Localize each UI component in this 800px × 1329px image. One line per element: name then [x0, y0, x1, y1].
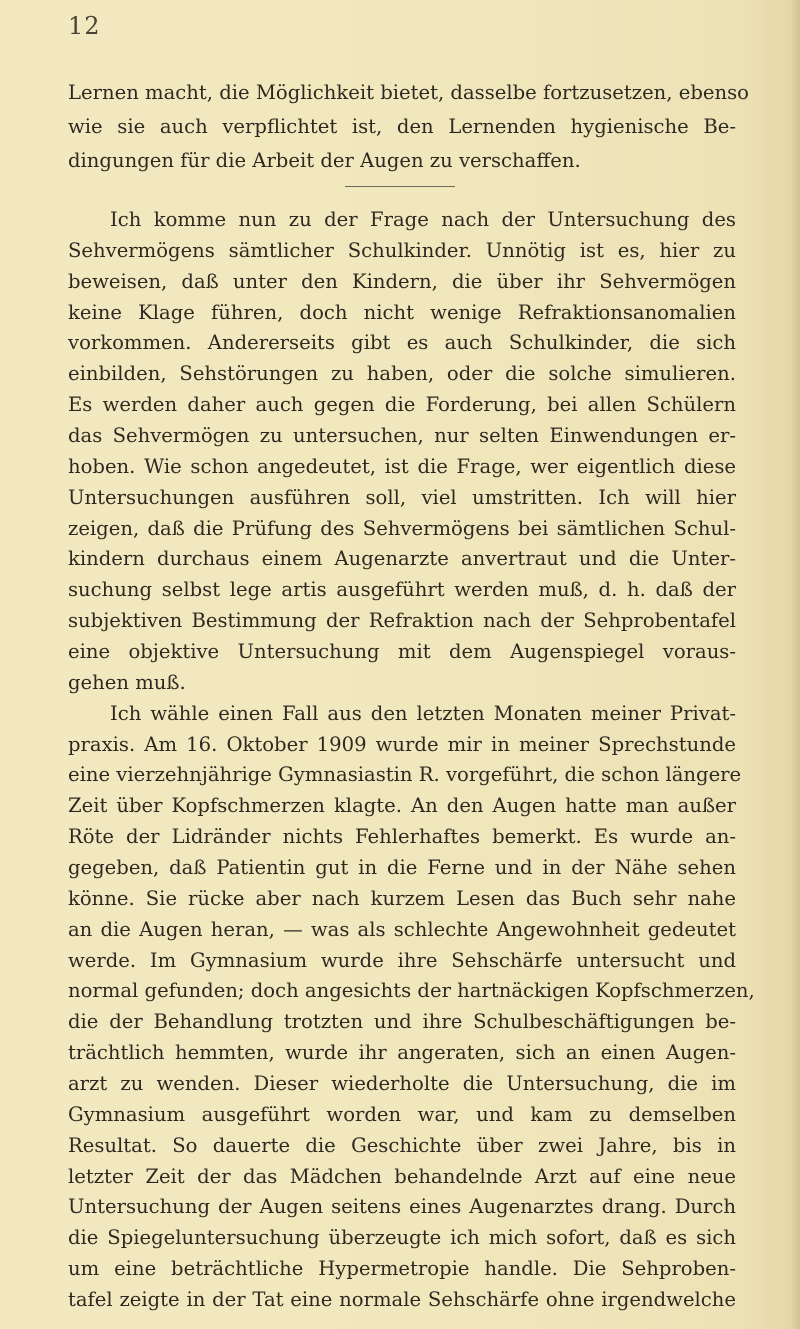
- text-line: könne. Sie rücke aber nach kurzem Lesen das Buch sehr nahe: [68, 887, 736, 910]
- text-line: beweisen, daß unter den Kindern, die über ihr Sehvermögen: [68, 270, 736, 293]
- page-number: 12: [68, 12, 101, 40]
- text-line: tafel zeigte in der Tat eine normale Sehschärfe ohne irgendwelche: [68, 1288, 736, 1311]
- text-line: einbilden, Sehstörungen zu haben, oder die solche simulieren.: [68, 362, 736, 385]
- text-line: das Sehvermögen zu untersuchen, nur selten Einwendungen er-: [68, 424, 736, 447]
- section-divider: [345, 186, 455, 187]
- text-line: praxis. Am 16. Oktober 1909 wurde mir in meiner Sprechstunde: [68, 733, 736, 756]
- text-line: die Spiegeluntersuchung überzeugte ich mich sofort, daß es sich: [68, 1226, 736, 1249]
- text-line: Zeit über Kopfschmerzen klagte. An den Augen hatte man außer: [68, 794, 736, 817]
- text-line: keine Klage führen, doch nicht wenige Refraktionsanomalien: [68, 301, 736, 324]
- text-line: kindern durchaus einem Augenarzte anvertraut und die Unter-: [68, 547, 736, 570]
- text-line: werde. Im Gymnasium wurde ihre Sehschärfe untersucht und: [68, 949, 736, 972]
- text-line: suchung selbst lege artis ausgeführt werden muß, d. h. daß der: [68, 578, 736, 601]
- text-line: um eine beträchtliche Hypermetropie handle. Die Sehproben-: [68, 1257, 736, 1280]
- text-line: gegeben, daß Patientin gut in die Ferne und in der Nähe sehen: [68, 856, 736, 879]
- text-line: Es werden daher auch gegen die Forderung, bei allen Schülern: [68, 393, 736, 416]
- text-line: eine objektive Untersuchung mit dem Augenspiegel voraus-: [68, 640, 736, 663]
- text-line: vorkommen. Andererseits gibt es auch Schulkinder, die sich: [68, 331, 736, 354]
- text-line: trächtlich hemmten, wurde ihr angeraten, sich an einen Augen-: [68, 1041, 736, 1064]
- text-line: Untersuchung der Augen seitens eines Augenarztes drang. Durch: [68, 1195, 736, 1218]
- page-edge-shadow: [790, 0, 800, 1329]
- text-line: Gymnasium ausgeführt worden war, und kam zu demselben: [68, 1103, 736, 1126]
- text-line: Resultat. So dauerte die Geschichte über zwei Jahre, bis in: [68, 1134, 736, 1157]
- text-line: Sehvermögens sämtlicher Schulkinder. Unnötig ist es, hier zu: [68, 239, 736, 262]
- text-line: an die Augen heran, — was als schlechte Angewohnheit gedeutet: [68, 918, 736, 941]
- text-line: subjektiven Bestimmung der Refraktion nach der Sehprobentafel: [68, 609, 736, 632]
- text-line: eine vierzehnjährige Gymnasiastin R. vorgeführt, die schon längere: [68, 763, 742, 786]
- text-line: wie sie auch verpflichtet ist, den Lernenden hygienische Be-: [68, 115, 736, 138]
- text-line: dingungen für die Arbeit der Augen zu verschaffen.: [68, 149, 581, 172]
- text-line: arzt zu wenden. Dieser wiederholte die Untersuchung, die im: [68, 1072, 736, 1095]
- text-line: die der Behandlung trotzten und ihre Schulbeschäftigungen be-: [68, 1010, 736, 1033]
- text-line: normal gefunden; doch angesichts der hartnäckigen Kopfschmerzen,: [68, 979, 755, 1002]
- text-line: letzter Zeit der das Mädchen behandelnde Arzt auf eine neue: [68, 1165, 736, 1188]
- text-line: Lernen macht, die Möglichkeit bietet, dasselbe fortzusetzen, ebenso: [68, 81, 749, 104]
- text-line: Untersuchungen ausführen soll, viel umstritten. Ich will hier: [68, 486, 736, 509]
- text-line: hoben. Wie schon angedeutet, ist die Frage, wer eigentlich diese: [68, 455, 736, 478]
- text-line: zeigen, daß die Prüfung des Sehvermögens bei sämtlichen Schul-: [68, 517, 736, 540]
- paragraph-start-line: Ich komme nun zu der Frage nach der Untersuchung des: [110, 208, 736, 231]
- paragraph-start-line: Ich wähle einen Fall aus den letzten Monaten meiner Privat-: [110, 702, 736, 725]
- text-line: gehen muß.: [68, 671, 186, 694]
- text-line: Röte der Lidränder nichts Fehlerhaftes bemerkt. Es wurde an-: [68, 825, 736, 848]
